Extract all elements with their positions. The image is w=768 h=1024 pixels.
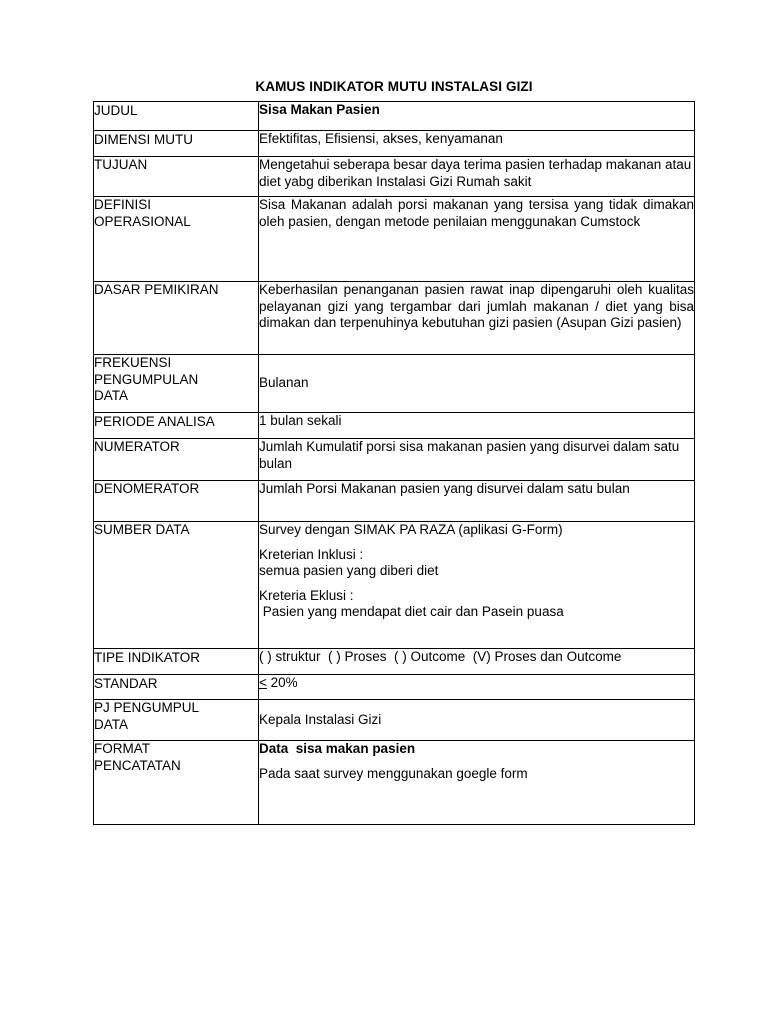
value-sumber-data	[259, 522, 695, 649]
label-line: FORMAT	[94, 741, 150, 756]
document-title: KAMUS INDIKATOR MUTU INSTALASI GIZI	[255, 79, 533, 94]
indicator-table	[93, 101, 695, 825]
label-dasar-pemikiran: DASAR PEMIKIRAN	[94, 282, 259, 355]
less-equal-symbol: <	[259, 675, 267, 690]
label-frekuensi	[94, 355, 259, 413]
value-frekuensi: Bulanan	[259, 355, 695, 413]
value-tipe-indikator: ( ) struktur ( ) Proses ( ) Outcome (V) Proses dan Outcome	[259, 649, 695, 675]
label-line: DEFINISI	[94, 197, 152, 212]
sumber-line: Survey dengan SIMAK PA RAZA (aplikasi G-Form)	[259, 522, 563, 537]
value-judul: Sisa Makan Pasien	[259, 102, 695, 131]
table-row	[94, 700, 695, 741]
label-tujuan: TUJUAN	[94, 157, 259, 197]
inklusi-text: semua pasien yang diberi diet	[259, 563, 439, 578]
label-standar: STANDAR	[94, 675, 259, 700]
label-numerator: NUMERATOR	[94, 439, 259, 481]
table-row	[94, 282, 695, 355]
eklusi-title: Kreteria Eklusi :	[259, 587, 354, 603]
value-numerator: Jumlah Kumulatif porsi sisa makanan pasien yang disurvei dalam satu bulan	[259, 439, 695, 481]
label-line: FREKUENSI	[94, 355, 172, 370]
value-denomerator: Jumlah Porsi Makanan pasien yang disurvei dalam satu bulan	[259, 481, 695, 522]
table-row	[94, 741, 695, 825]
table-row	[94, 102, 695, 131]
label-judul: JUDUL	[94, 102, 259, 131]
label-line: PJ PENGUMPUL	[94, 700, 200, 715]
label-line: OPERASIONAL	[94, 213, 191, 229]
table-row	[94, 157, 695, 197]
label-dimensi-mutu: DIMENSI MUTU	[94, 131, 259, 157]
value-periode-analisa: 1 bulan sekali	[259, 413, 695, 439]
format-line-1: Data sisa makan pasien	[259, 741, 416, 756]
label-pj-pengumpul	[94, 700, 259, 741]
table-row	[94, 413, 695, 439]
eklusi-text: Pasien yang mendapat diet cair dan Pasein puasa	[259, 604, 564, 619]
inklusi-title: Kreterian Inklusi :	[259, 546, 364, 562]
table-row	[94, 439, 695, 481]
value-standar	[259, 675, 695, 700]
label-denomerator: DENOMERATOR	[94, 481, 259, 522]
value-format-pencatatan	[259, 741, 695, 825]
label-tipe-indikator: TIPE INDIKATOR	[94, 649, 259, 675]
label-periode-analisa: PERIODE ANALISA	[94, 413, 259, 439]
label-line: DATA	[94, 716, 129, 732]
table-row	[94, 197, 695, 282]
table-row	[94, 649, 695, 675]
table-row	[94, 131, 695, 157]
label-line: PENGUMPULAN	[94, 371, 199, 387]
table-row	[94, 355, 695, 413]
value-pj-pengumpul: Kepala Instalasi Gizi	[259, 700, 695, 741]
table-row	[94, 481, 695, 522]
value-dimensi-mutu: Efektifitas, Efisiensi, akses, kenyamanan	[259, 131, 695, 157]
label-definisi-operasional	[94, 197, 259, 282]
label-format-pencatatan	[94, 741, 259, 825]
value-dasar-pemikiran: Keberhasilan penanganan pasien rawat inap dipengaruhi oleh kualitas pelayanan gizi yang tergambar dari jumlah makanan / diet yang bisa dimakan dan terpenuhinya kebutuhan gizi pasien (Asupan Gizi pasien)	[259, 282, 695, 355]
standar-value: 20%	[266, 675, 298, 690]
table-row	[94, 522, 695, 649]
label-line: PENCATATAN	[94, 757, 181, 773]
label-sumber-data: SUMBER DATA	[94, 522, 259, 649]
table-row	[94, 675, 695, 700]
value-definisi-operasional: Sisa Makanan adalah porsi makanan yang tersisa yang tidak dimakan oleh pasien, dengan metode penilaian menggunakan Cumstock	[259, 197, 695, 282]
format-line-2: Pada saat survey menggunakan goegle form	[259, 765, 528, 781]
label-line: DATA	[94, 388, 129, 403]
value-tujuan: Mengetahui seberapa besar daya terima pasien terhadap makanan atau diet yabg diberikan Instalasi Gizi Rumah sakit	[259, 157, 695, 197]
